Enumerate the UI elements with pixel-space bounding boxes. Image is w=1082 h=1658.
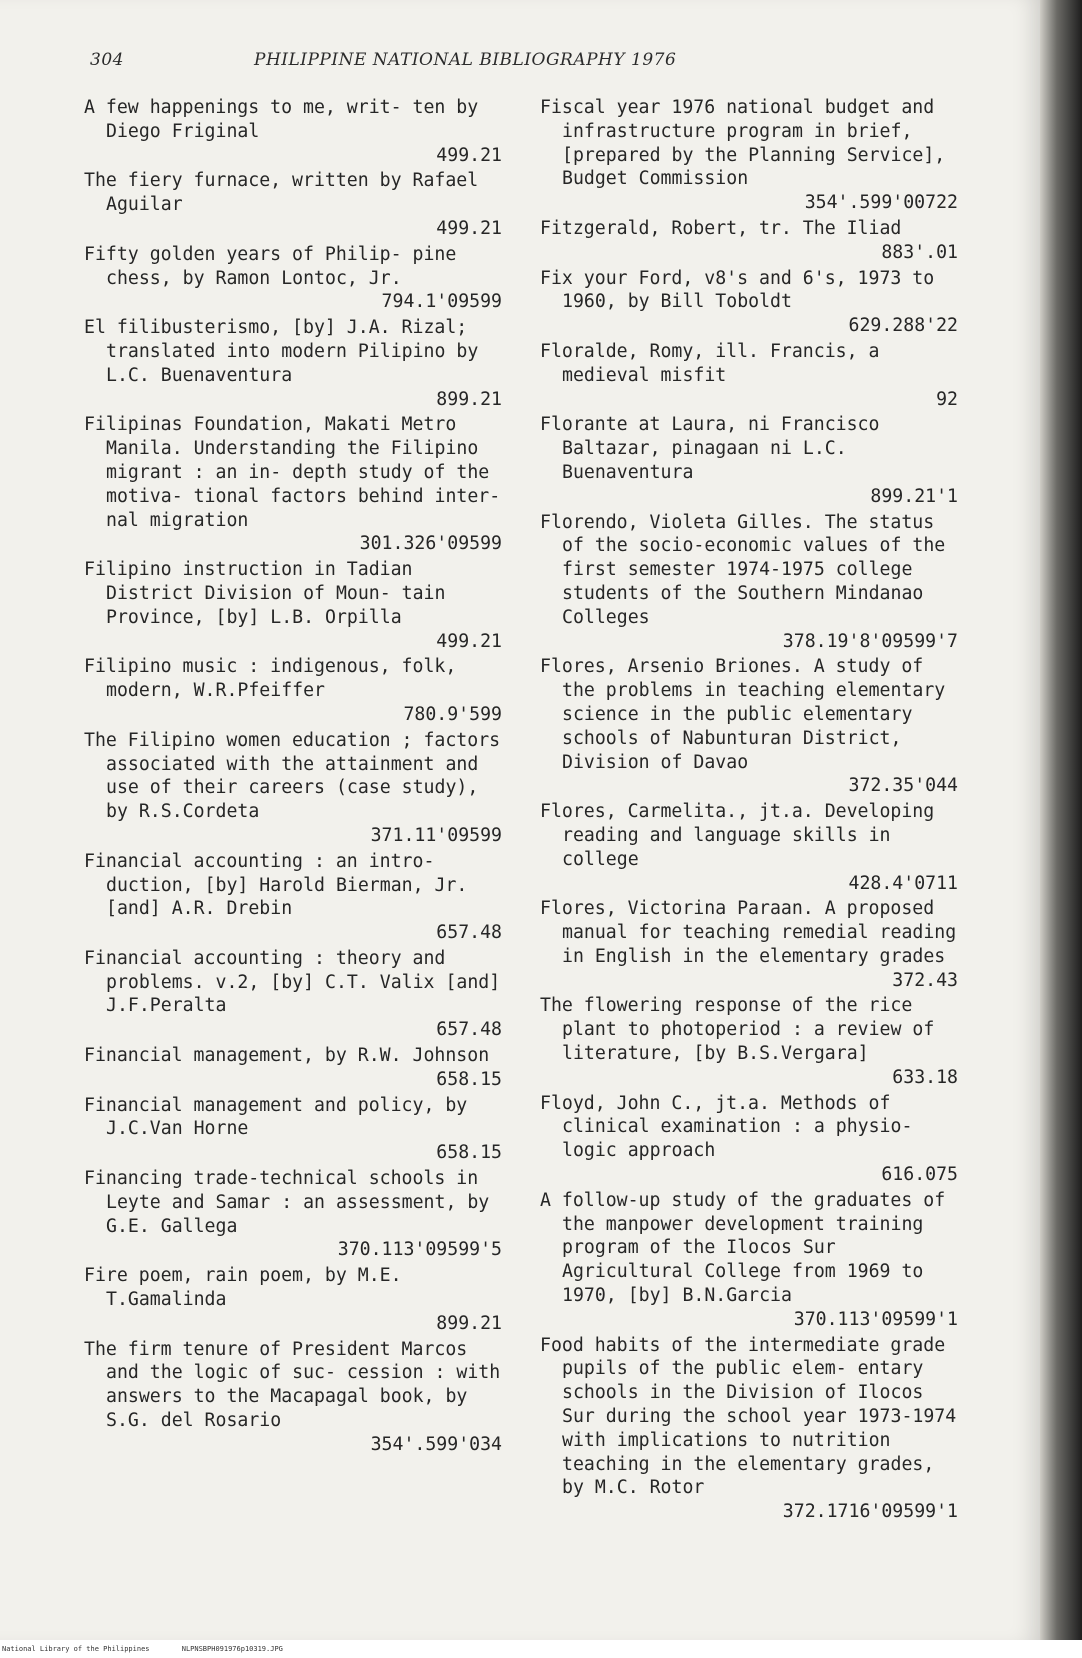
running-title: PHILIPPINE NATIONAL BIBLIOGRAPHY 1976 — [254, 50, 677, 70]
classification-number: 616.075 — [881, 1164, 958, 1186]
classification-number: 658.15 — [436, 1142, 502, 1164]
bibliography-entry — [84, 1167, 502, 1262]
entry-text: The flowering response of the rice plant to photoperiod : a review of literature, [by B.S.Vergara] — [540, 995, 935, 1065]
classification-number: 899.21'1 — [870, 485, 958, 507]
bibliography-entry — [84, 655, 502, 726]
bibliography-entry — [540, 217, 958, 265]
bibliography-entry — [540, 800, 958, 895]
entry-text: Floralde, Romy, ill. Francis, a medieval misfit — [540, 340, 880, 386]
classification-number: 354'.599'034 — [370, 1433, 502, 1455]
classification-number: 899.21 — [436, 1312, 502, 1334]
bibliography-entry — [540, 96, 958, 215]
classification-number: 794.1'09599 — [381, 291, 502, 313]
entry-text: Financing trade-technical schools in Leyte and Samar : an assessment, by G.E. Gallega — [84, 1168, 490, 1237]
footer-file-id: NLPNSBPH091976p10319.JPG — [181, 1645, 283, 1653]
classification-number: 883'.01 — [881, 241, 958, 263]
classification-number: 370.113'09599'5 — [337, 1239, 502, 1261]
bibliography-entry — [84, 1264, 502, 1335]
entry-text: The firm tenure of President Marcos and the logic of suc- cession : with answers to the Macapagal book, by S.G. del Rosario — [84, 1338, 501, 1432]
entry-text: Florante at Laura, ni Francisco Baltazar, pinagaan ni L.C. Buenaventura — [540, 414, 880, 483]
entry-text: Financial management, by R.W. Johnson — [84, 1045, 490, 1067]
entry-text: Fifty golden years of Philip- pine chess, by Ramon Lontoc, Jr. — [84, 243, 457, 289]
classification-number: 372.35'044 — [848, 775, 958, 797]
classification-number: 499.21 — [436, 630, 502, 652]
classification-number: 657.48 — [436, 1019, 502, 1041]
bibliography-entry — [84, 1044, 502, 1092]
bibliography-entry — [540, 340, 958, 411]
bibliography-entry — [84, 947, 502, 1042]
entry-text: Fire poem, rain poem, by M.E. T.Gamalinda — [84, 1265, 402, 1311]
bibliography-entry — [84, 413, 502, 556]
bibliography-entry — [84, 316, 502, 411]
bibliography-entry — [84, 1094, 502, 1165]
entry-text: A follow-up study of the graduates of the manpower development training program of the Ilocos Sur Agricultural College from 1969 to 1970, [by] B.N.Garcia — [540, 1189, 946, 1307]
page-number: 304 — [90, 50, 124, 70]
book-gutter-shadow — [1040, 0, 1082, 1640]
classification-number: 658.15 — [436, 1068, 502, 1090]
classification-number: 372.1716'09599'1 — [782, 1501, 958, 1523]
bibliography-entry — [84, 96, 502, 167]
bibliography-entry — [540, 1189, 958, 1332]
classification-number: 354'.599'00722 — [804, 192, 958, 214]
bibliography-entry — [540, 511, 958, 654]
scan-footer — [2, 1645, 311, 1653]
entry-text: Florendo, Violeta Gilles. The status of the socio-economic values of the first semester 1974-1975 college students of the Southern Mindanao Colleges — [540, 511, 946, 628]
classification-number: 370.113'09599'1 — [793, 1308, 958, 1330]
classification-number: 633.18 — [892, 1066, 958, 1088]
classification-number: 499.21 — [436, 217, 502, 239]
classification-number: 372.43 — [892, 969, 958, 991]
bibliography-entry — [540, 897, 958, 992]
classification-number: 428.4'0711 — [848, 872, 958, 894]
classification-number: 499.21 — [436, 144, 502, 166]
entry-text: Fiscal year 1976 national budget and infrastructure program in brief, [prepared by the Planning Service], Budget Commission — [540, 97, 946, 190]
classification-number: 92 — [936, 388, 958, 410]
bibliography-entry — [84, 169, 502, 240]
entry-text: Financial accounting : an intro- duction, [by] Harold Bierman, Jr. [and] A.R. Drebin — [84, 850, 468, 920]
bibliography-entry — [84, 1338, 502, 1457]
bibliography-entry — [540, 1334, 958, 1524]
bibliography-entry — [540, 1092, 958, 1187]
entry-text: Flores, Arsenio Briones. A study of the problems in teaching elementary science in the public elementary schools of Nabunturan District, Division of Davao — [540, 656, 946, 773]
bibliography-entry — [540, 994, 958, 1089]
bibliography-entry — [84, 558, 502, 653]
bibliography-entry — [540, 655, 958, 798]
entry-text: Filipino music : indigenous, folk, modern, W.R.Pfeiffer — [84, 656, 457, 702]
entry-text: Financial management and policy, by J.C.Van Horne — [84, 1094, 468, 1140]
entry-text: Fitzgerald, Robert, tr. The Iliad — [540, 217, 902, 239]
bibliography-entry — [84, 243, 502, 314]
entry-text: Fix your Ford, v8's and 6's, 1973 to 1960, by Bill Toboldt — [540, 267, 935, 313]
classification-number: 899.21 — [436, 388, 502, 410]
entry-text: Flores, Carmelita., jt.a. Developing reading and language skills in college — [540, 801, 935, 870]
entry-text: Floyd, John C., jt.a. Methods of clinical examination : a physio- logic approach — [540, 1092, 913, 1162]
bibliography-entry — [84, 850, 502, 945]
entry-text: The fiery furnace, written by Rafael Aguilar — [84, 170, 479, 216]
entry-text: A few happenings to me, writ- ten by Diego Friginal — [84, 97, 479, 142]
bibliography-entry — [540, 267, 958, 338]
left-column — [84, 96, 502, 1459]
classification-number: 629.288'22 — [848, 315, 958, 337]
entry-text: Filipino instruction in Tadian District Division of Moun- tain Province, [by] L.B. Orpilla — [84, 559, 446, 628]
classification-number: 657.48 — [436, 922, 502, 944]
classification-number: 301.326'09599 — [359, 533, 502, 555]
right-column — [540, 96, 958, 1526]
entry-text: Food habits of the intermediate grade pupils of the public elem- entary schools in the Division of Ilocos Sur during the school year 1973-1974 with implications to nutrition teaching in the elementary grades, by M.C. Rotor — [540, 1334, 957, 1499]
bibliography-entry — [540, 413, 958, 508]
classification-number: 371.11'09599 — [370, 824, 502, 846]
bibliography-entry — [84, 729, 502, 848]
entry-text: Financial accounting : theory and problems. v.2, [by] C.T. Valix [and] J.F.Peralta — [84, 947, 501, 1017]
classification-number: 378.19'8'09599'7 — [782, 630, 958, 652]
entry-text: Flores, Victorina Paraan. A proposed manual for teaching remedial reading in English in the elementary grades — [540, 898, 957, 967]
entry-text: El filibusterismo, [by] J.A. Rizal; translated into modern Pilipino by L.C. Buenaventura — [84, 317, 479, 386]
entry-text: Filipinas Foundation, Makati Metro Manila. Understanding the Filipino migrant : an in- depth study of the motiva- tional factors behind inter- nal migration — [84, 414, 501, 531]
footer-library: National Library of the Philippines — [2, 1645, 150, 1653]
classification-number: 780.9'599 — [403, 703, 502, 725]
entry-text: The Filipino women education ; factors associated with the attainment and use of their careers (case study), by R.S.Cordeta — [84, 729, 501, 823]
